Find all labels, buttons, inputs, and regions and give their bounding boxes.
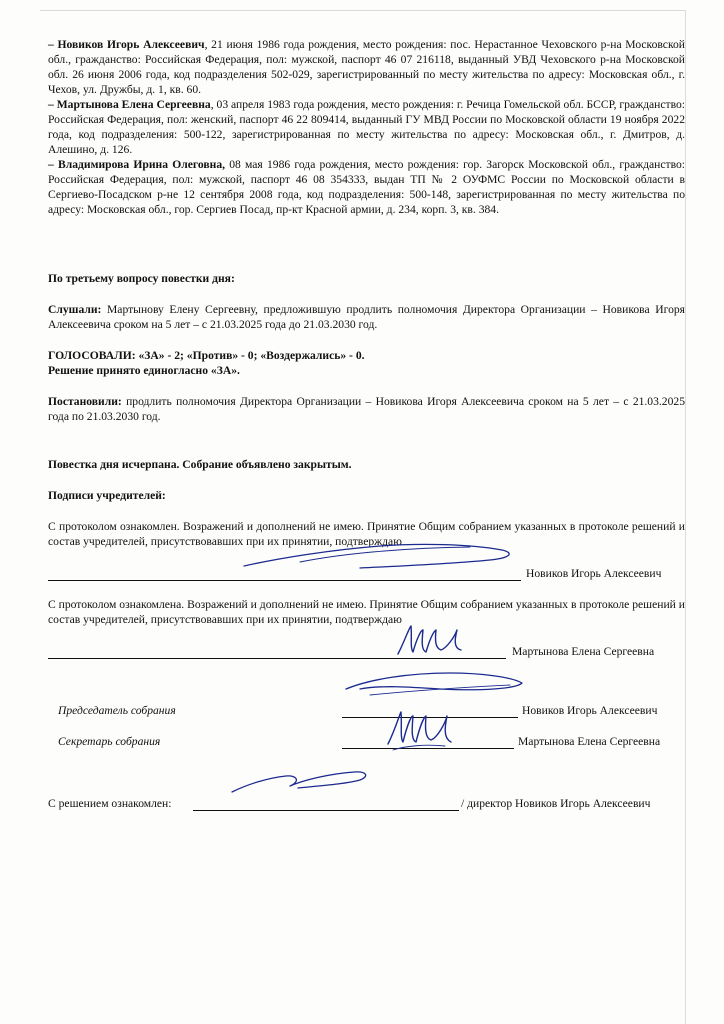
page-edge [685, 10, 686, 1024]
secretary-role: Секретарь собрания [58, 735, 161, 748]
signer-name: Новиков Игорь Алексеевич [526, 567, 662, 580]
participant-details: , 03 апреля 1983 года рождения, место рождения: г. Речица Гомельской обл. БССР, гражданство: Российская Федерация, пол: женский, паспорт 46 22 809414, выданный ГУ МВД России по Московской области 19 ноября 2022 года, код подразделения: 500-122, зарегистрированная по месту жительства по адресу: Московская обл., г. Дмитров, д. Алешино, д. 126. [48, 98, 686, 156]
vote-counts: ГОЛОСОВАЛИ: «ЗА» - 2; «Против» - 0; «Воздержались» - 0. [48, 349, 365, 362]
participant-details: , 21 июня 1986 года рождения, место рождения: пос. Нерастанное Чеховского р-на Московской обл., гражданство: Российская Федерация, пол: мужской, паспорт 46 07 216118, выданный УВД Чеховского р-на Московской обл. 26 июня 2006 года, код подразделения 502-029, зарегистрированный по месту жительства по адресу: Московская обл., г. Чехов, ул. Дружбы, д. 1, кв. 60. [48, 38, 685, 96]
signature-line [193, 796, 459, 811]
participant-name: – Владимирова Ирина Олеговна, [48, 158, 226, 171]
signature-line [48, 566, 521, 581]
director-signature-row [48, 796, 685, 812]
closing-statement [48, 457, 685, 472]
handwritten-signature-novikov-chair [340, 665, 530, 701]
heard-label: Слушали: [48, 303, 102, 316]
signature-line [342, 703, 518, 718]
resolved-text: продлить полномочия Директора Организации – Новикова Игоря Алексеевича сроком на 5 лет – с 21.03.2025 года по 21.03.2030 год. [48, 395, 685, 423]
heard-text: Мартынову Елену Сергеевну, предложившую продлить полномочия Директора Организации – Новикова Игоря Алексеевича сроком на 5 лет – с 21.03.2025 года до 21.03.2030 год. [48, 303, 685, 331]
acknowledgement-text: С протоколом ознакомлен. Возражений и дополнений не имею. Принятие Общим собранием указанных в протоколе решений и состав учредителей, присутствовавших при их принятии, подтверждаю [48, 520, 685, 548]
signature-line [342, 734, 514, 749]
participant-entry [48, 157, 685, 217]
participant-name: – Новиков Игорь Алексеевич [48, 38, 205, 51]
third-question-heading: По третьему вопросу повестки дня: [48, 272, 235, 285]
participant-entry [48, 37, 685, 97]
heard-paragraph [48, 302, 685, 332]
secretary-signature-row [48, 734, 685, 750]
director-label: С решением ознакомлен: [48, 797, 172, 810]
decision-text: Решение принято единогласно «ЗА». [48, 364, 240, 377]
chair-name: Новиков Игорь Алексеевич [522, 704, 658, 717]
acknowledgement-text: С протоколом ознакомлена. Возражений и дополнений не имею. Принятие Общим собранием указанных в протоколе решений и состав учредителей, присутствовавших при их принятии, подтверждаю [48, 598, 685, 626]
acknowledgement-paragraph [48, 597, 685, 627]
signatures-heading [48, 488, 685, 503]
signature-line [48, 644, 506, 659]
signatures-heading-text: Подписи учредителей: [48, 489, 166, 502]
chair-role: Председатель собрания [58, 704, 176, 717]
resolved-paragraph [48, 394, 685, 424]
director-name: / директор Новиков Игорь Алексеевич [461, 797, 651, 810]
signer-name: Мартынова Елена Сергеевна [512, 645, 655, 658]
acknowledgement-paragraph [48, 519, 685, 549]
section-heading [48, 271, 685, 286]
participant-entry [48, 97, 685, 157]
vote-result [48, 348, 685, 378]
participant-name: – Мартынова Елена Сергеевна [48, 98, 211, 111]
page-edge [40, 10, 686, 11]
participant-details: 08 мая 1986 года рождения, место рождения: гор. Загорск Московской обл., гражданство: Российская Федерация, пол: мужской, паспорт 46 08 354333, выдан ТП № 2 ОУФМС России по Московской области в Сергиево-Посадском р-не 12 сентября 2008 года, код подразделения: 500-148, зарегистрированная по месту жительства по адресу: Московская обл., гор. Сергиев Посад, пр-кт Красной армии, д. 234, корп. 3, кв. 384. [48, 158, 685, 216]
signature-row [48, 644, 685, 660]
resolved-label: Постановили: [48, 395, 122, 408]
closing-text: Повестка дня исчерпана. Собрание объявлено закрытым. [48, 458, 352, 471]
signature-row [48, 566, 685, 582]
secretary-name: Мартынова Елена Сергеевна [518, 735, 661, 748]
chair-signature-row [48, 703, 685, 719]
